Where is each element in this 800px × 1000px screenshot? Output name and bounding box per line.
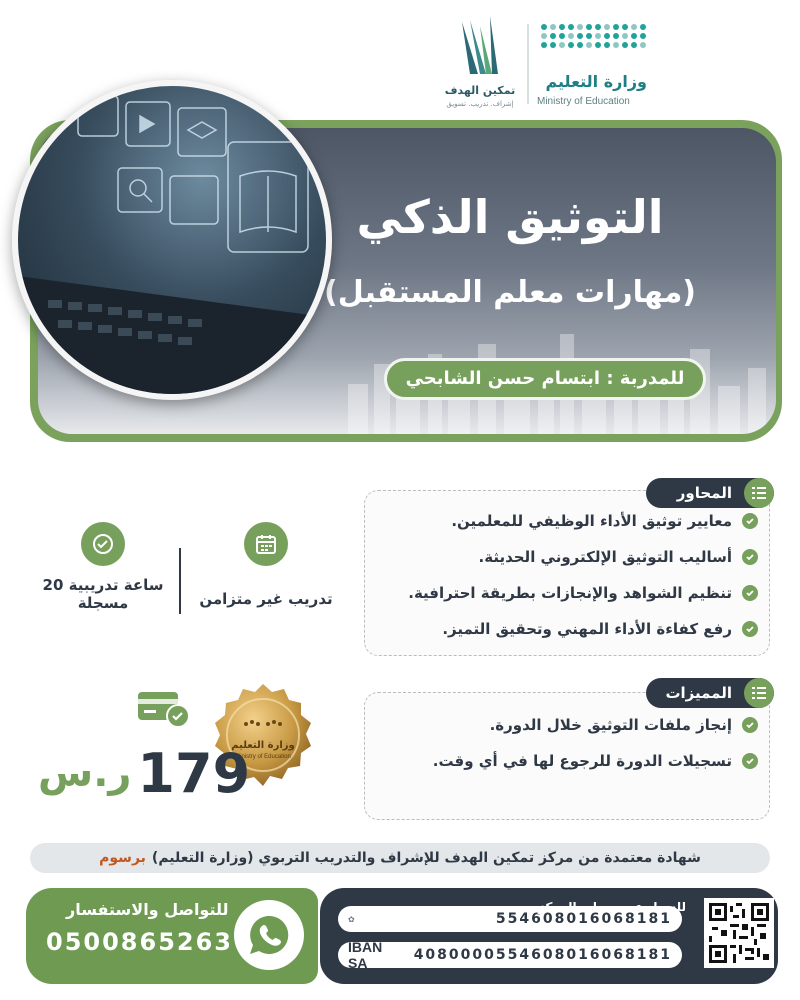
clock-check-icon	[81, 522, 125, 566]
course-subtitle: (مهارات معلم المستقبل)	[324, 275, 696, 310]
laptop-image	[12, 80, 332, 400]
whatsapp-icon[interactable]	[234, 900, 304, 970]
trainer-badge: للمدربة : ابتسام حسن الشابحي	[384, 358, 706, 400]
list-item-text: معايير توثيق الأداء الوظيفي للمعلمين.	[451, 512, 732, 530]
list-item	[479, 548, 758, 566]
training-hours-line2: مسجلة	[77, 594, 129, 612]
list-item-text: تسجيلات الدورة للرجوع لها في أي وقت.	[432, 752, 732, 770]
logo-divider	[527, 24, 529, 104]
training-hours	[30, 576, 176, 612]
features-list	[370, 708, 758, 788]
price	[38, 738, 251, 808]
seal-text-ar: وزارة التعليم	[231, 740, 295, 751]
center-tagline: إشراف. تدريب. تسويق	[446, 100, 514, 108]
center-logo	[440, 12, 520, 108]
list-item	[442, 620, 758, 638]
training-type: تدريب غير متزامن	[199, 590, 333, 608]
list-item	[408, 584, 758, 602]
ministry-logo-dots	[541, 24, 655, 48]
bank-label: للسداد عبر حساب المركز	[538, 900, 686, 914]
price-value: 179	[137, 741, 251, 805]
list-item	[451, 512, 758, 530]
check-icon	[742, 717, 758, 733]
list-item-text: إنجاز ملفات التوثيق خلال الدورة.	[489, 716, 732, 734]
certificate-note	[30, 843, 770, 873]
center-logo-mark	[440, 12, 520, 82]
bank-logo-icon: ✿	[348, 914, 355, 924]
ministry-name-ar: وزارة التعليم	[545, 72, 647, 91]
iban-row	[338, 939, 682, 971]
iban-number[interactable]: 4080000554608016068181	[413, 947, 672, 963]
certificate-text: شهادة معتمدة من مركز تمكين الهدف للإشراف والتدريب التربوي (وزارة التعليم)	[151, 850, 701, 866]
calendar-icon	[244, 522, 288, 566]
list-item-text: رفع كفاءة الأداء المهني وتحقيق التميز.	[442, 620, 732, 638]
center-name: تمكين الهدف	[444, 84, 516, 97]
iban-prefix: IBAN SA	[348, 939, 383, 971]
contact-label: للتواصل والاستفسار	[66, 900, 229, 919]
list-item-text: أساليب التوثيق الإلكتروني الحديثة.	[478, 548, 732, 566]
account-number[interactable]: 554608016068181	[495, 911, 672, 927]
contact-phone[interactable]: 0500865263	[46, 928, 233, 956]
training-hours-line1: 20 ساعة تدريبية	[42, 576, 164, 594]
info-divider	[179, 548, 181, 614]
check-icon	[742, 549, 758, 565]
check-icon	[742, 621, 758, 637]
payment-card-icon	[136, 690, 192, 730]
axes-label: المحاور	[676, 484, 732, 502]
check-icon	[742, 513, 758, 529]
certificate-fee: برسوم	[99, 850, 146, 866]
ministry-logo	[535, 14, 655, 110]
seal-text-en: Ministry of Education	[235, 754, 291, 760]
check-icon	[742, 585, 758, 601]
qr-code[interactable]	[704, 898, 774, 968]
course-title: التوثيق الذكي	[356, 190, 664, 244]
axes-list	[370, 500, 758, 650]
features-tag	[646, 678, 774, 708]
list-item	[433, 752, 758, 770]
list-item-text: تنظيم الشواهد والإنجازات بطريقة احترافية.	[408, 584, 732, 602]
laptop-illustration	[18, 86, 326, 394]
list-item	[490, 716, 758, 734]
currency-symbol: ر.س	[38, 750, 132, 796]
list-icon	[744, 678, 774, 708]
features-label: المميزات	[665, 684, 732, 702]
check-icon	[742, 753, 758, 769]
ministry-name-en: Ministry of Education	[537, 96, 630, 107]
